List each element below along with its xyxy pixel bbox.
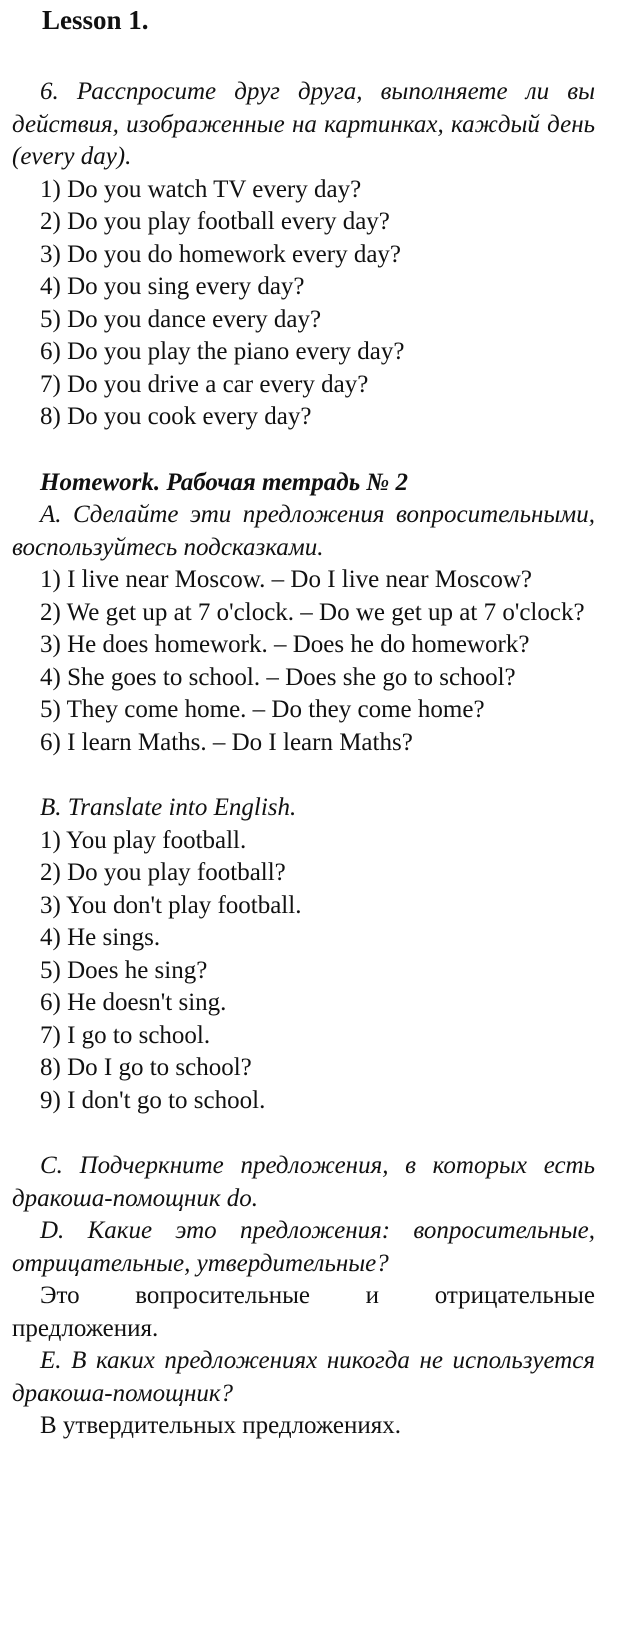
- spacer: [12, 759, 595, 792]
- exercise-6: [12, 76, 595, 434]
- task-a-item: 6) I learn Maths. – Do I learn Maths?: [40, 728, 413, 756]
- task-a-item: 4) She goes to school. – Does she go to school?: [40, 663, 516, 691]
- task-b: B. Translate into English.: [40, 794, 297, 821]
- list-item: 4) He sings.: [40, 924, 161, 951]
- list-item: 4) Do you sing every day?: [40, 273, 305, 300]
- list-item: 9) I don't go to school.: [40, 1086, 266, 1114]
- list-item: 7) Do you drive a car every day?: [40, 370, 369, 398]
- spacer: [12, 1117, 595, 1150]
- list-item: 5) Do you dance every day?: [40, 305, 322, 333]
- list-item: 3) You don't play football.: [40, 891, 302, 919]
- list-item: 2) Do you play football every day?: [40, 208, 390, 235]
- task-a: A. Сделайте эти предложения вопросительными, воспользуйтесь подсказками.: [12, 501, 595, 561]
- task-a-item: 1) I live near Moscow. – Do I live near Moscow?: [40, 566, 532, 593]
- homework: [12, 467, 595, 1443]
- list-item: 3) Do you do homework every day?: [40, 240, 402, 268]
- task-a-item: 5) They come home. – Do they come home?: [40, 696, 485, 723]
- homework-heading: Homework. Рабочая тетрадь № 2: [40, 468, 408, 496]
- list-item: 2) Do you play football?: [40, 859, 286, 886]
- list-item: 7) I go to school.: [40, 1021, 211, 1049]
- list-item: 6) He doesn't sing.: [40, 989, 227, 1016]
- list-item: 5) Does he sing?: [40, 956, 208, 984]
- spacer: [12, 434, 595, 467]
- list-item: 6) Do you play the piano every day?: [40, 338, 405, 365]
- exercise-6-task: 6. Расспросите друг друга, выполняете ли вы действия, изображенные на картинках, каждый день (every day).: [12, 78, 595, 170]
- exercise-6-list: [12, 174, 595, 434]
- task-e-answer: В утвердительных предложениях.: [40, 1412, 401, 1439]
- lesson-title: Lesson 1.: [42, 5, 149, 35]
- list-item: 8) Do you cook every day?: [40, 403, 312, 430]
- list-item: 1) You play football.: [40, 826, 247, 854]
- task-d-answer: Это вопросительные и отрицательные предложения.: [12, 1282, 595, 1342]
- task-e: E. В каких предложениях никогда не используется дракоша-помощник?: [12, 1347, 595, 1407]
- task-a-item: 3) He does homework. – Does he do homework?: [40, 631, 530, 658]
- task-a-item: 2) We get up at 7 o'clock. – Do we get up at 7 o'clock?: [40, 598, 585, 626]
- task-c: C. Подчеркните предложения, в которых есть дракоша-помощник do.: [12, 1152, 595, 1212]
- task-b-list: [12, 825, 595, 1118]
- task-d: D. Какие это предложения: вопросительные, отрицательные, утвердительные?: [12, 1217, 595, 1277]
- spacer: [12, 40, 595, 76]
- list-item: 8) Do I go to school?: [40, 1054, 252, 1081]
- list-item: 1) Do you watch TV every day?: [40, 175, 362, 203]
